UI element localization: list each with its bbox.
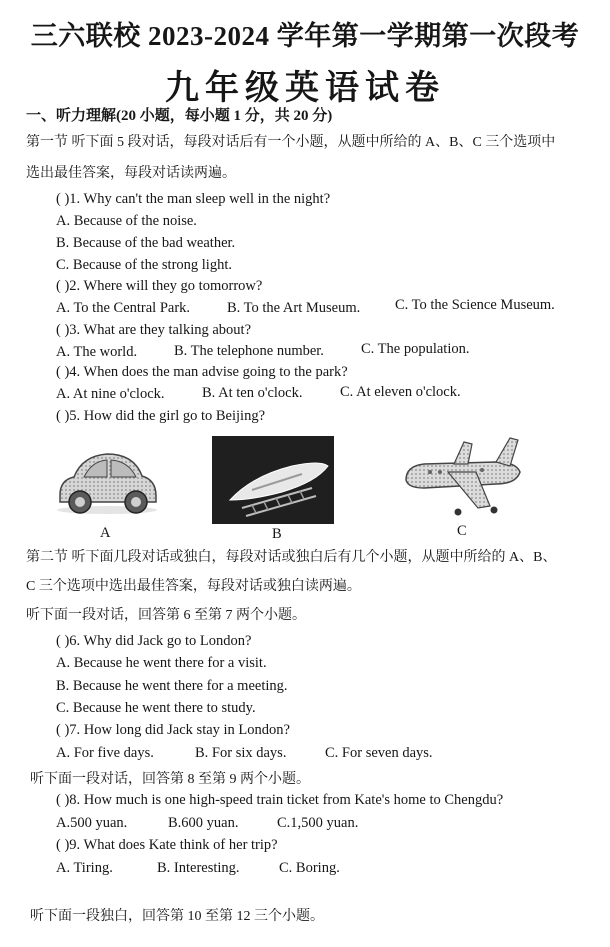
section1-instructions-line2: 选出最佳答案，每段对话读两遍。 [26,166,236,181]
intro-questions-6-7: 听下面一段对话，回答第 6 至第 7 两个小题。 [26,608,306,623]
q8-option-a: A.500 yuan. [56,815,128,831]
q4-option-a: A. At nine o'clock. [56,386,165,402]
intro-questions-10-12: 听下面一段独白，回答第 10 至第 12 三个小题。 [30,909,324,924]
q7-option-b: B. For six days. [195,745,287,761]
q7-option-a: A. For five days. [56,745,154,761]
q1-option-b: B. Because of the bad weather. [56,235,236,251]
q3-option-c: C. The population. [361,341,470,357]
q1-stem: ( )1. Why can't the man sleep well in the night? [56,191,331,207]
page-subtitle: 九年级英语试卷 [165,70,445,107]
q6-stem: ( )6. Why did Jack go to London? [56,633,252,649]
q6-option-b: B. Because he went there for a meeting. [56,678,288,694]
q5-option-a-label: A [100,525,111,541]
section2-instructions-line2: C 三个选项中选出最佳答案，每段对话或独白读两遍。 [26,579,361,594]
q1-option-c: C. Because of the strong light. [56,257,232,273]
intro-questions-8-9: 听下面一段对话，回答第 8 至第 9 两个小题。 [30,772,310,787]
airplane-picture [398,432,526,520]
q2-option-a: A. To the Central Park. [56,300,191,316]
q1-option-a: A. Because of the noise. [56,213,197,229]
q9-option-a: A. Tiring. [56,860,113,876]
q8-option-c: C.1,500 yuan. [277,815,359,831]
q9-stem: ( )9. What does Kate think of her trip? [56,837,278,853]
q5-option-b-label: B [272,526,282,542]
section2-instructions-line1: 第二节 听下面几段对话或独白，每段对话或独白后有几个小题，从题中所给的 A、B、 [26,550,557,565]
q5-option-c-label: C [457,523,467,539]
q4-option-c: C. At eleven o'clock. [340,384,461,400]
q6-option-c: C. Because he went there to study. [56,700,256,716]
q9-option-b: B. Interesting. [157,860,240,876]
q8-stem: ( )8. How much is one high-speed train ticket from Kate's home to Chengdu? [56,792,504,808]
q6-option-a: A. Because he went there for a visit. [56,655,267,671]
q4-stem: ( )4. When does the man advise going to the park? [56,364,348,380]
q2-option-c: C. To the Science Museum. [395,297,555,313]
part1-heading: 一、听力理解(20 小题，每小题 1 分，共 20 分) [26,108,333,124]
q7-option-c: C. For seven days. [325,745,433,761]
section1-instructions-line1: 第一节 听下面 5 段对话，每段对话后有一个小题，从题中所给的 A、B、C 三个选项中 [26,135,556,150]
q2-option-b: B. To the Art Museum. [227,300,361,316]
q3-option-a: A. The world. [56,344,138,360]
q7-stem: ( )7. How long did Jack stay in London? [56,722,290,738]
q3-stem: ( )3. What are they talking about? [56,322,252,338]
page-title: 三六联校 2023-2024 学年第一学期第一次段考 [30,21,580,51]
q2-stem: ( )2. Where will they go tomorrow? [56,278,263,294]
car-picture [52,440,162,518]
train-picture [212,436,334,524]
q3-option-b: B. The telephone number. [174,343,324,359]
q5-stem: ( )5. How did the girl go to Beijing? [56,408,266,424]
q8-option-b: B.600 yuan. [168,815,239,831]
q9-option-c: C. Boring. [279,860,340,876]
q4-option-b: B. At ten o'clock. [202,385,303,401]
